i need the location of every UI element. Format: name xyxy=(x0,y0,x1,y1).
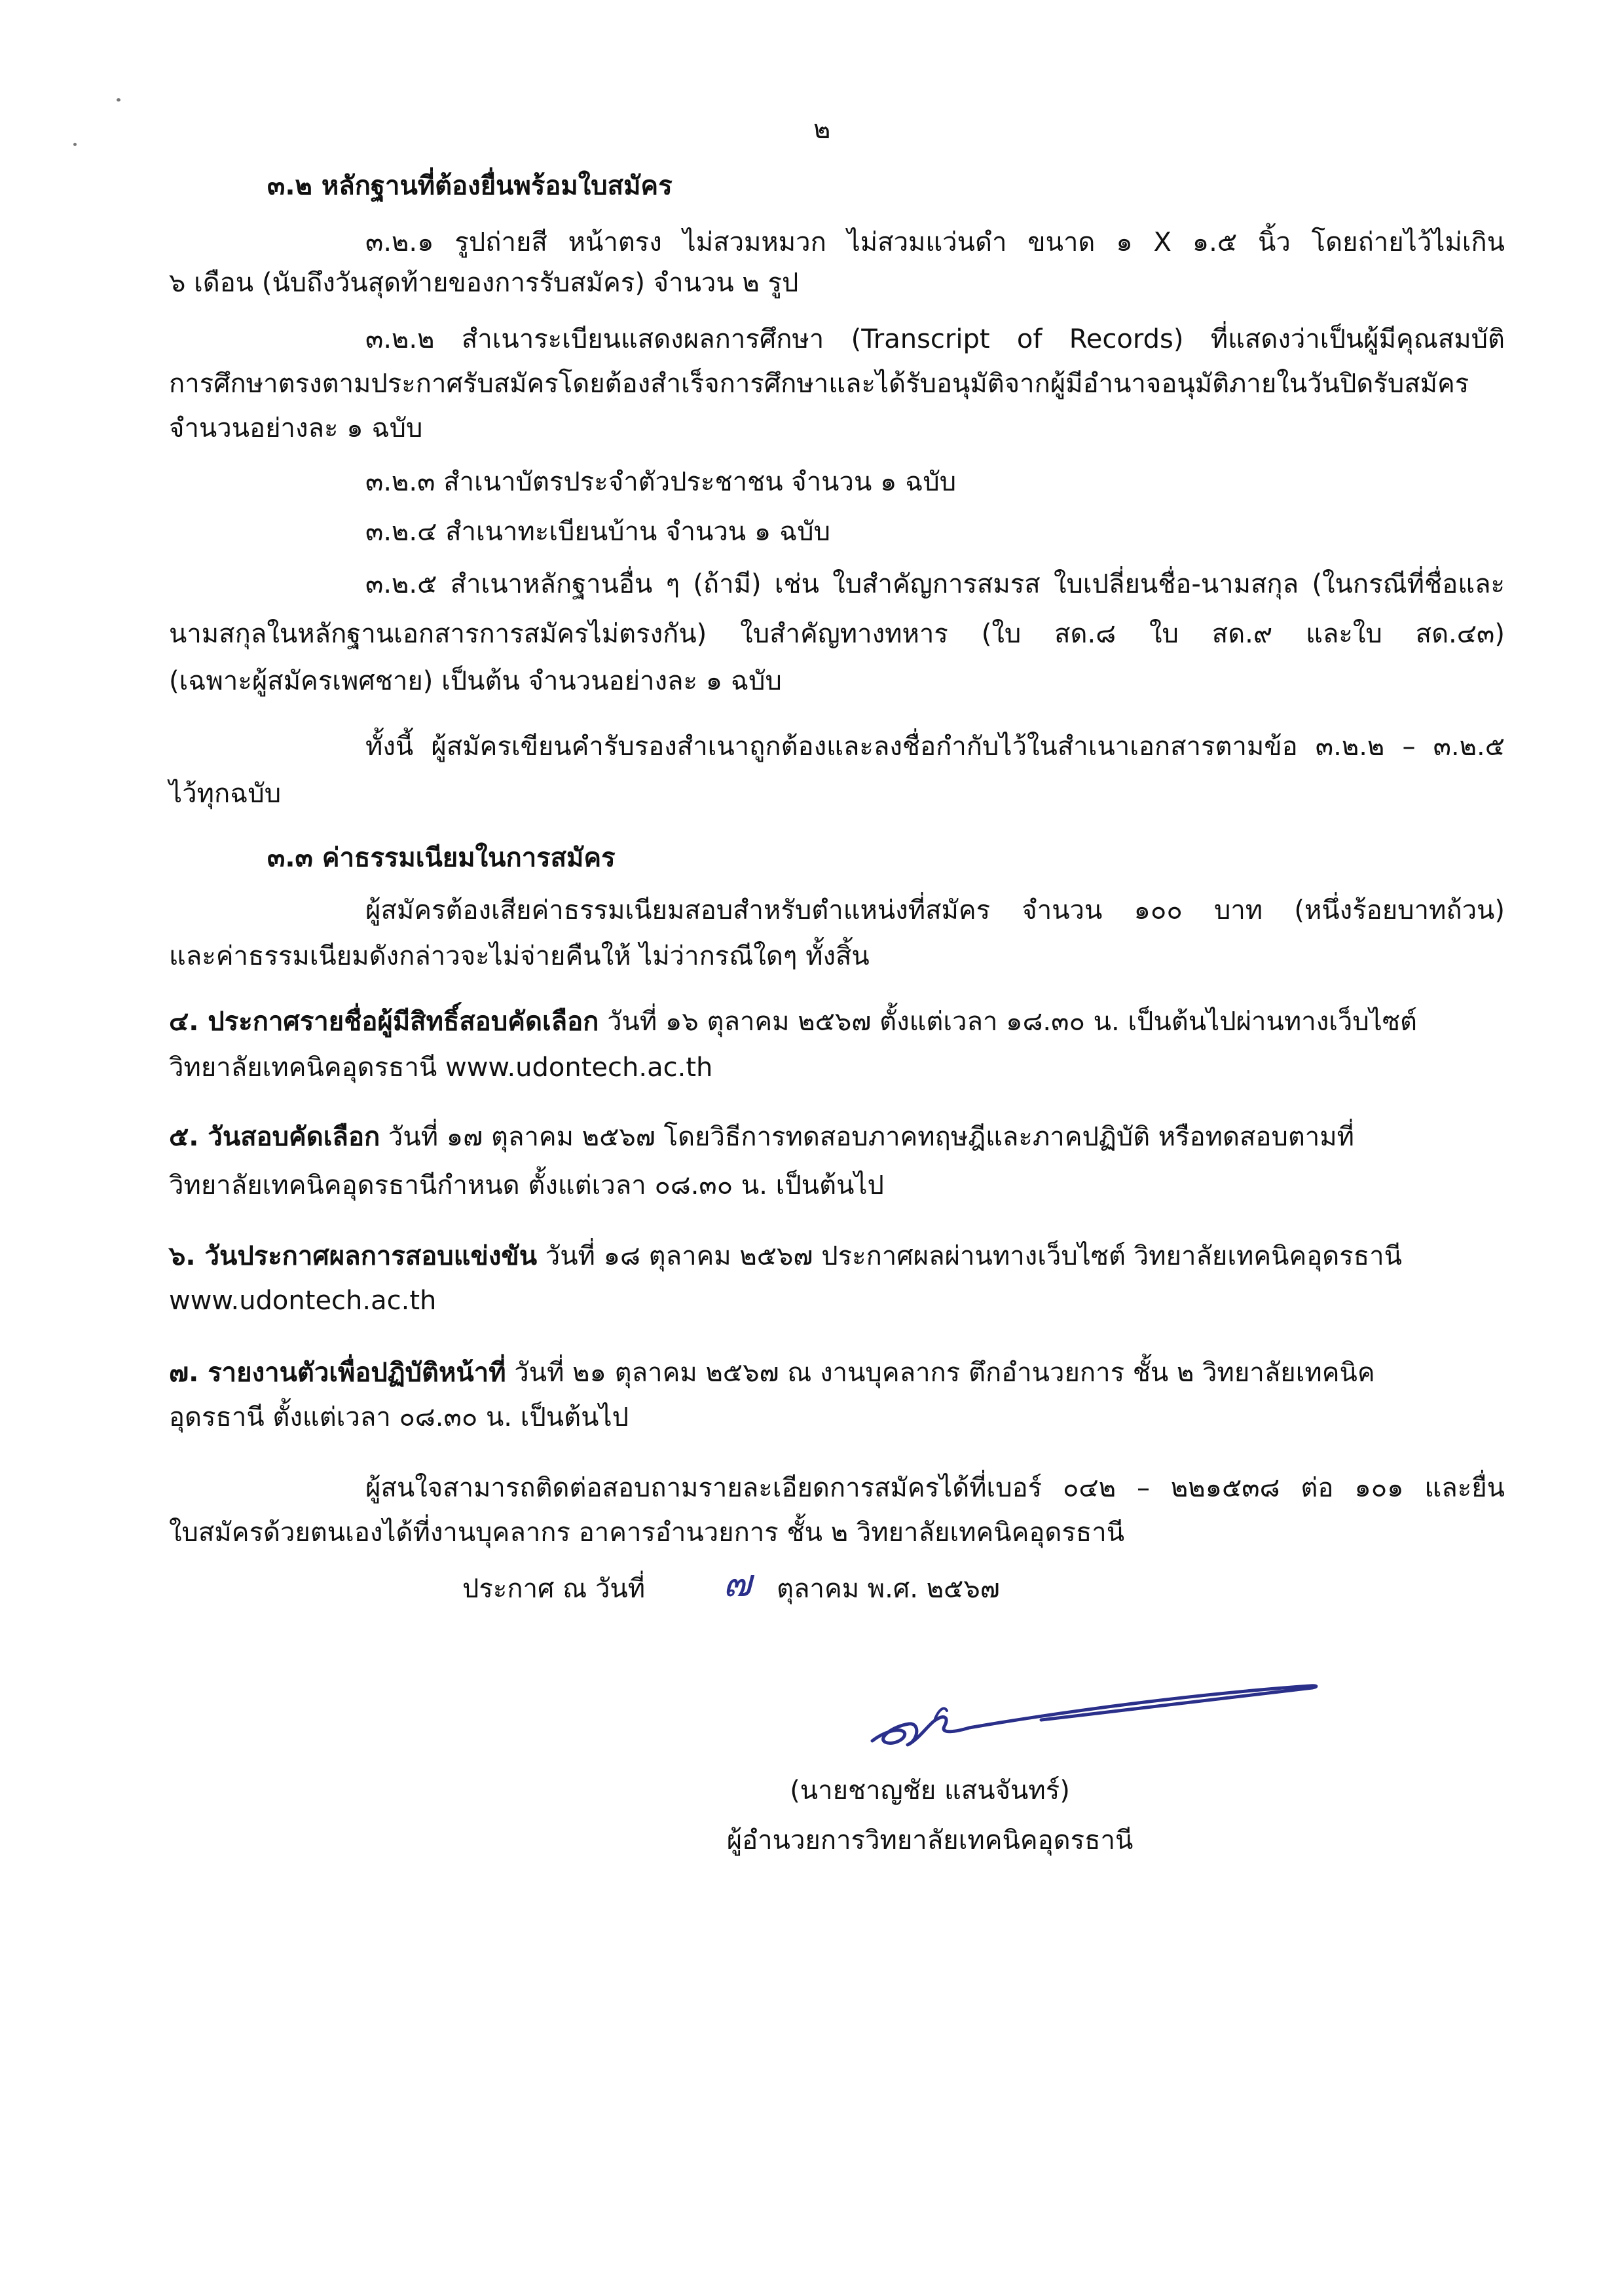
section-3-2-heading: ๓.๒ หลักฐานที่ต้องยื่นพร้อมใบสมัคร xyxy=(267,171,673,201)
note-line1: ทั้งนี้ ผู้สมัครเขียนคำรับรองสำเนาถูกต้องและลงชื่อกำกับไว้ในสำเนาเอกสารตามข้อ ๓.๒.๒ – ๓.๒.๕ xyxy=(365,732,1505,762)
section-5-line2: วิทยาลัยเทคนิคอุดรธานีกำหนด ตั้งแต่เวลา ๐๘.๓๐ น. เป็นต้นไป xyxy=(169,1170,884,1201)
contact-line1: ผู้สนใจสามารถติดต่อสอบถามรายละเอียดการสมัครได้ที่เบอร์ ๐๔๒ – ๒๒๑๕๓๘ ต่อ ๑๐๑ และยื่น xyxy=(365,1473,1505,1503)
item-3-2-2-line1: ๓.๒.๒ สำเนาระเบียนแสดงผลการศึกษา (Transcript of Records) ที่แสดงว่าเป็นผู้มีคุณสมบัติ xyxy=(365,324,1505,354)
item-3-2-5-line3: (เฉพาะผู้สมัครเพศชาย) เป็นต้น จำนวนอย่างละ ๑ ฉบับ xyxy=(169,666,782,696)
item-3-2-3: ๓.๒.๓ สำเนาบัตรประจำตัวประชาชน จำนวน ๑ ฉบับ xyxy=(365,467,957,497)
item-3-2-2-line3: จำนวนอย่างละ ๑ ฉบับ xyxy=(169,413,423,443)
section-4-line1 xyxy=(169,996,1417,1048)
section-7-line1-text: วันที่ ๒๑ ตุลาคม ๒๕๖๗ ณ งานบุคลากร ตึกอำนวยการ ชั้น ๒ วิทยาลัยเทคนิค xyxy=(506,1358,1375,1388)
signatory-title: ผู้อำนวยการวิทยาลัยเทคนิคอุดรธานี xyxy=(726,1825,1134,1855)
item-3-2-1-line1: ๓.๒.๑ รูปถ่ายสี หน้าตรง ไม่สวมหมวก ไม่สวมแว่นดำ ขนาด ๑ X ๑.๕ นิ้ว โดยถ่ายไว้ไม่เกิน xyxy=(365,227,1505,257)
section-7-line2: อุดรธานี ตั้งแต่เวลา ๐๘.๓๐ น. เป็นต้นไป xyxy=(169,1402,629,1432)
note-line2: ไว้ทุกฉบับ xyxy=(169,779,282,809)
announcement-prefix: ประกาศ ณ วันที่ xyxy=(462,1574,646,1604)
section-3-3-heading: ๓.๓ ค่าธรรมเนียมในการสมัคร xyxy=(267,843,616,873)
section-7-heading: ๗. รายงานตัวเพื่อปฏิบัติหน้าที่ xyxy=(169,1358,506,1388)
section-5-line1 xyxy=(169,1111,1354,1163)
section-5-heading: ๕. วันสอบคัดเลือก xyxy=(169,1122,380,1152)
item-3-2-5-line2: นามสกุลในหลักฐานเอกสารการสมัครไม่ตรงกัน) ใบสำคัญทางทหาร (ใบ สด.๘ ใบ สด.๙ และใบ สด.๔๓) xyxy=(169,619,1505,649)
handwritten-signature xyxy=(858,1664,1329,1762)
signatory-name: (นายชาญชัย แสนจันทร์) xyxy=(790,1776,1070,1806)
item-3-2-1-line2: ๖ เดือน (นับถึงวันสุดท้ายของการรับสมัคร) จำนวน ๒ รูป xyxy=(169,268,799,298)
scan-speck xyxy=(73,143,77,146)
item-3-2-2-line2: การศึกษาตรงตามประกาศรับสมัครโดยต้องสำเร็จการศึกษาและได้รับอนุมัติจากผู้มีอำนาจอนุมัติภายในวันปิดรับสมัคร xyxy=(169,369,1469,399)
contact-line2: ใบสมัครด้วยตนเองได้ที่งานบุคลากร อาคารอำนวยการ ชั้น ๒ วิทยาลัยเทคนิคอุดรธานี xyxy=(169,1518,1125,1548)
section-3-3-line1: ผู้สมัครต้องเสียค่าธรรมเนียมสอบสำหรับตำแหน่งที่สมัคร จำนวน ๑๐๐ บาท (หนึ่งร้อยบาทถ้วน) xyxy=(365,895,1505,925)
section-4-line1-text: วันที่ ๑๖ ตุลาคม ๒๕๖๗ ตั้งแต่เวลา ๑๘.๓๐ น. เป็นต้นไปผ่านทางเว็บไซต์ xyxy=(599,1007,1417,1037)
section-6-heading: ๖. วันประกาศผลการสอบแข่งขัน xyxy=(169,1241,538,1271)
section-6-line1-text: วันที่ ๑๘ ตุลาคม ๒๕๖๗ ประกาศผลผ่านทางเว็บไซต์ วิทยาลัยเทคนิคอุดรธานี xyxy=(537,1241,1402,1271)
section-4-heading: ๔. ประกาศรายชื่อผู้มีสิทธิ์สอบคัดเลือก xyxy=(169,1007,599,1037)
announcement-suffix: ตุลาคม พ.ศ. ๒๕๖๗ xyxy=(777,1574,1000,1604)
section-5-line1-text: วันที่ ๑๗ ตุลาคม ๒๕๖๗ โดยวิธีการทดสอบภาคทฤษฎีและภาคปฏิบัติ หรือทดสอบตามที่ xyxy=(380,1122,1354,1152)
item-3-2-4: ๓.๒.๔ สำเนาทะเบียนบ้าน จำนวน ๑ ฉบับ xyxy=(365,517,830,547)
item-3-2-5-line1: ๓.๒.๕ สำเนาหลักฐานอื่น ๆ (ถ้ามี) เช่น ใบสำคัญการสมรส ใบเปลี่ยนชื่อ-นามสกุล (ในกรณีที่ชื่อและ xyxy=(365,569,1505,599)
handwritten-day: ๗ xyxy=(723,1561,752,1605)
section-4-line2: วิทยาลัยเทคนิคอุดรธานี www.udontech.ac.th xyxy=(169,1053,713,1083)
scan-speck xyxy=(117,98,120,102)
section-6-line2: www.udontech.ac.th xyxy=(169,1286,437,1316)
section-3-3-line2: และค่าธรรมเนียมดังกล่าวจะไม่จ่ายคืนให้ ไม่ว่ากรณีใดๆ ทั้งสิ้น xyxy=(169,941,870,971)
page-number: ๒ xyxy=(813,115,831,145)
